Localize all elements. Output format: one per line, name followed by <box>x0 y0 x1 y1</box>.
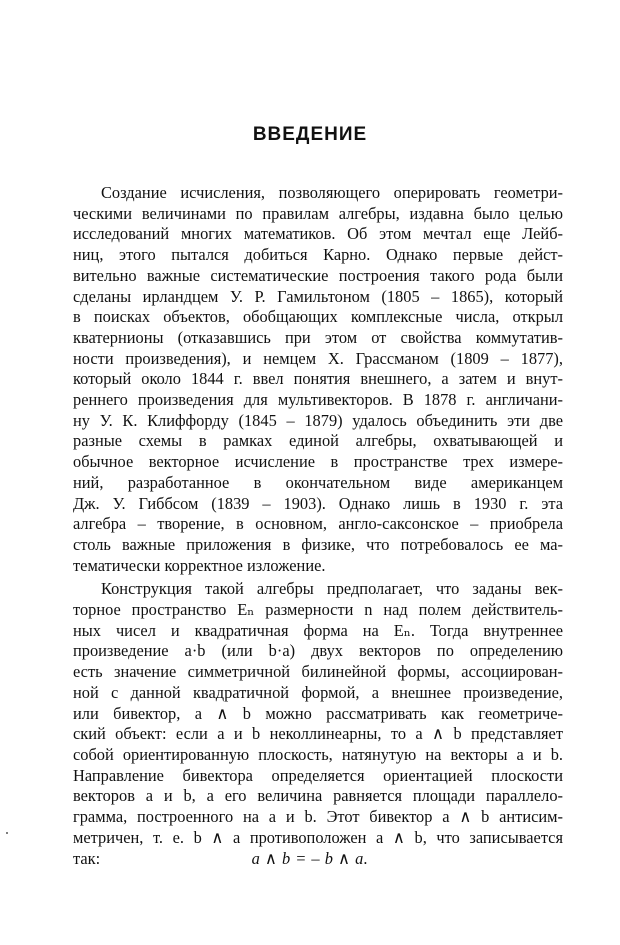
text-line: ной с данной квадратичной формой, а внешнее произведение, <box>73 682 563 702</box>
text-line: ческими величинами по правилам алгебры, издавна было целью <box>73 203 563 223</box>
text-line: векторов a и b, а его величина равняется площади параллело- <box>73 786 563 806</box>
text-line: тематически корректное изложение. <box>73 555 326 575</box>
text-line: собой ориентированную плоскость, натянутую на векторы a и b. <box>73 744 563 764</box>
text-line: Создание исчисления, позволяющего оперировать геометри- <box>101 183 563 202</box>
text-line: Направление бивектора определяется ориентацией плоскости <box>73 765 563 785</box>
text-line: грамма, построенного на a и b. Этот бивектор a ∧ b антисим- <box>73 807 563 827</box>
text-line: в поисках объектов, обобщающих комплексные числа, открыл <box>73 307 563 327</box>
body-text <box>73 183 563 869</box>
text-line: кватернионы (отказавшись при этом от свойства коммутатив- <box>73 327 563 347</box>
text-line: или бивектор, a ∧ b можно рассматривать как геометриче- <box>73 703 563 723</box>
text-line: ности произведения), и немцем Х. Грассманом (1809 – 1877), <box>73 348 563 368</box>
text-line: алгебра – творение, в основном, англо-саксонское – приобрела <box>73 514 563 534</box>
formula: a ∧ b = – b ∧ a. <box>251 849 369 868</box>
text-line: ных чисел и квадратичная форма на Eₙ. Тогда внутреннее <box>73 620 563 640</box>
text-line: который около 1844 г. ввел понятия внешнего, а затем и внут- <box>73 369 563 389</box>
text-line: сделаны ирландцем У. Р. Гамильтоном (1805 – 1865), который <box>73 286 563 306</box>
text-line: Конструкция такой алгебры предполагает, что заданы век- <box>101 579 563 599</box>
text-line: торное пространство Eₙ размерности n над полем действитель- <box>73 600 563 620</box>
text-line: столь важные приложения в физике, что потребовалось ее ма- <box>73 534 563 554</box>
text-line: произведение a·b (или b·a) двух векторов по определению <box>73 641 563 661</box>
paragraph-1 <box>73 183 563 576</box>
text-line: ну У. К. Клиффорду (1845 – 1879) удалось объединить эти две <box>73 410 563 430</box>
text-line: ний, разработанное в окончательном виде американцем <box>73 472 563 492</box>
text-line: исследований многих математиков. Об этом мечтал еще Лейб- <box>73 224 563 244</box>
text-line: так: <box>73 848 101 868</box>
speck-mark <box>6 832 8 834</box>
text-line: разные схемы в рамках единой алгебры, охватывающей и <box>73 431 563 451</box>
text-line: ниц, этого пытался добиться Карно. Однако первые дейст- <box>73 245 563 265</box>
text-line: реннего произведения для мультивекторов. В 1878 г. англичани- <box>73 390 563 410</box>
text-line: ский объект: если a и b неколлинеарны, то a ∧ b представляет <box>73 724 563 744</box>
chapter-title: ВВЕДЕНИЕ <box>252 124 368 145</box>
text-line: обычное векторное исчисление в пространстве трех измере- <box>73 452 563 472</box>
text-line: Дж. У. Гиббсом (1839 – 1903). Однако лишь в 1930 г. эта <box>73 493 563 513</box>
text-line: есть значение симметричной билинейной формы, ассоциирован- <box>73 662 563 682</box>
paragraph-2 <box>73 579 563 869</box>
text-line: вительно важные систематические построения такого рода были <box>73 265 563 285</box>
text-line: метричен, т. е. b ∧ a противоположен a ∧ b, что записывается <box>73 827 563 847</box>
